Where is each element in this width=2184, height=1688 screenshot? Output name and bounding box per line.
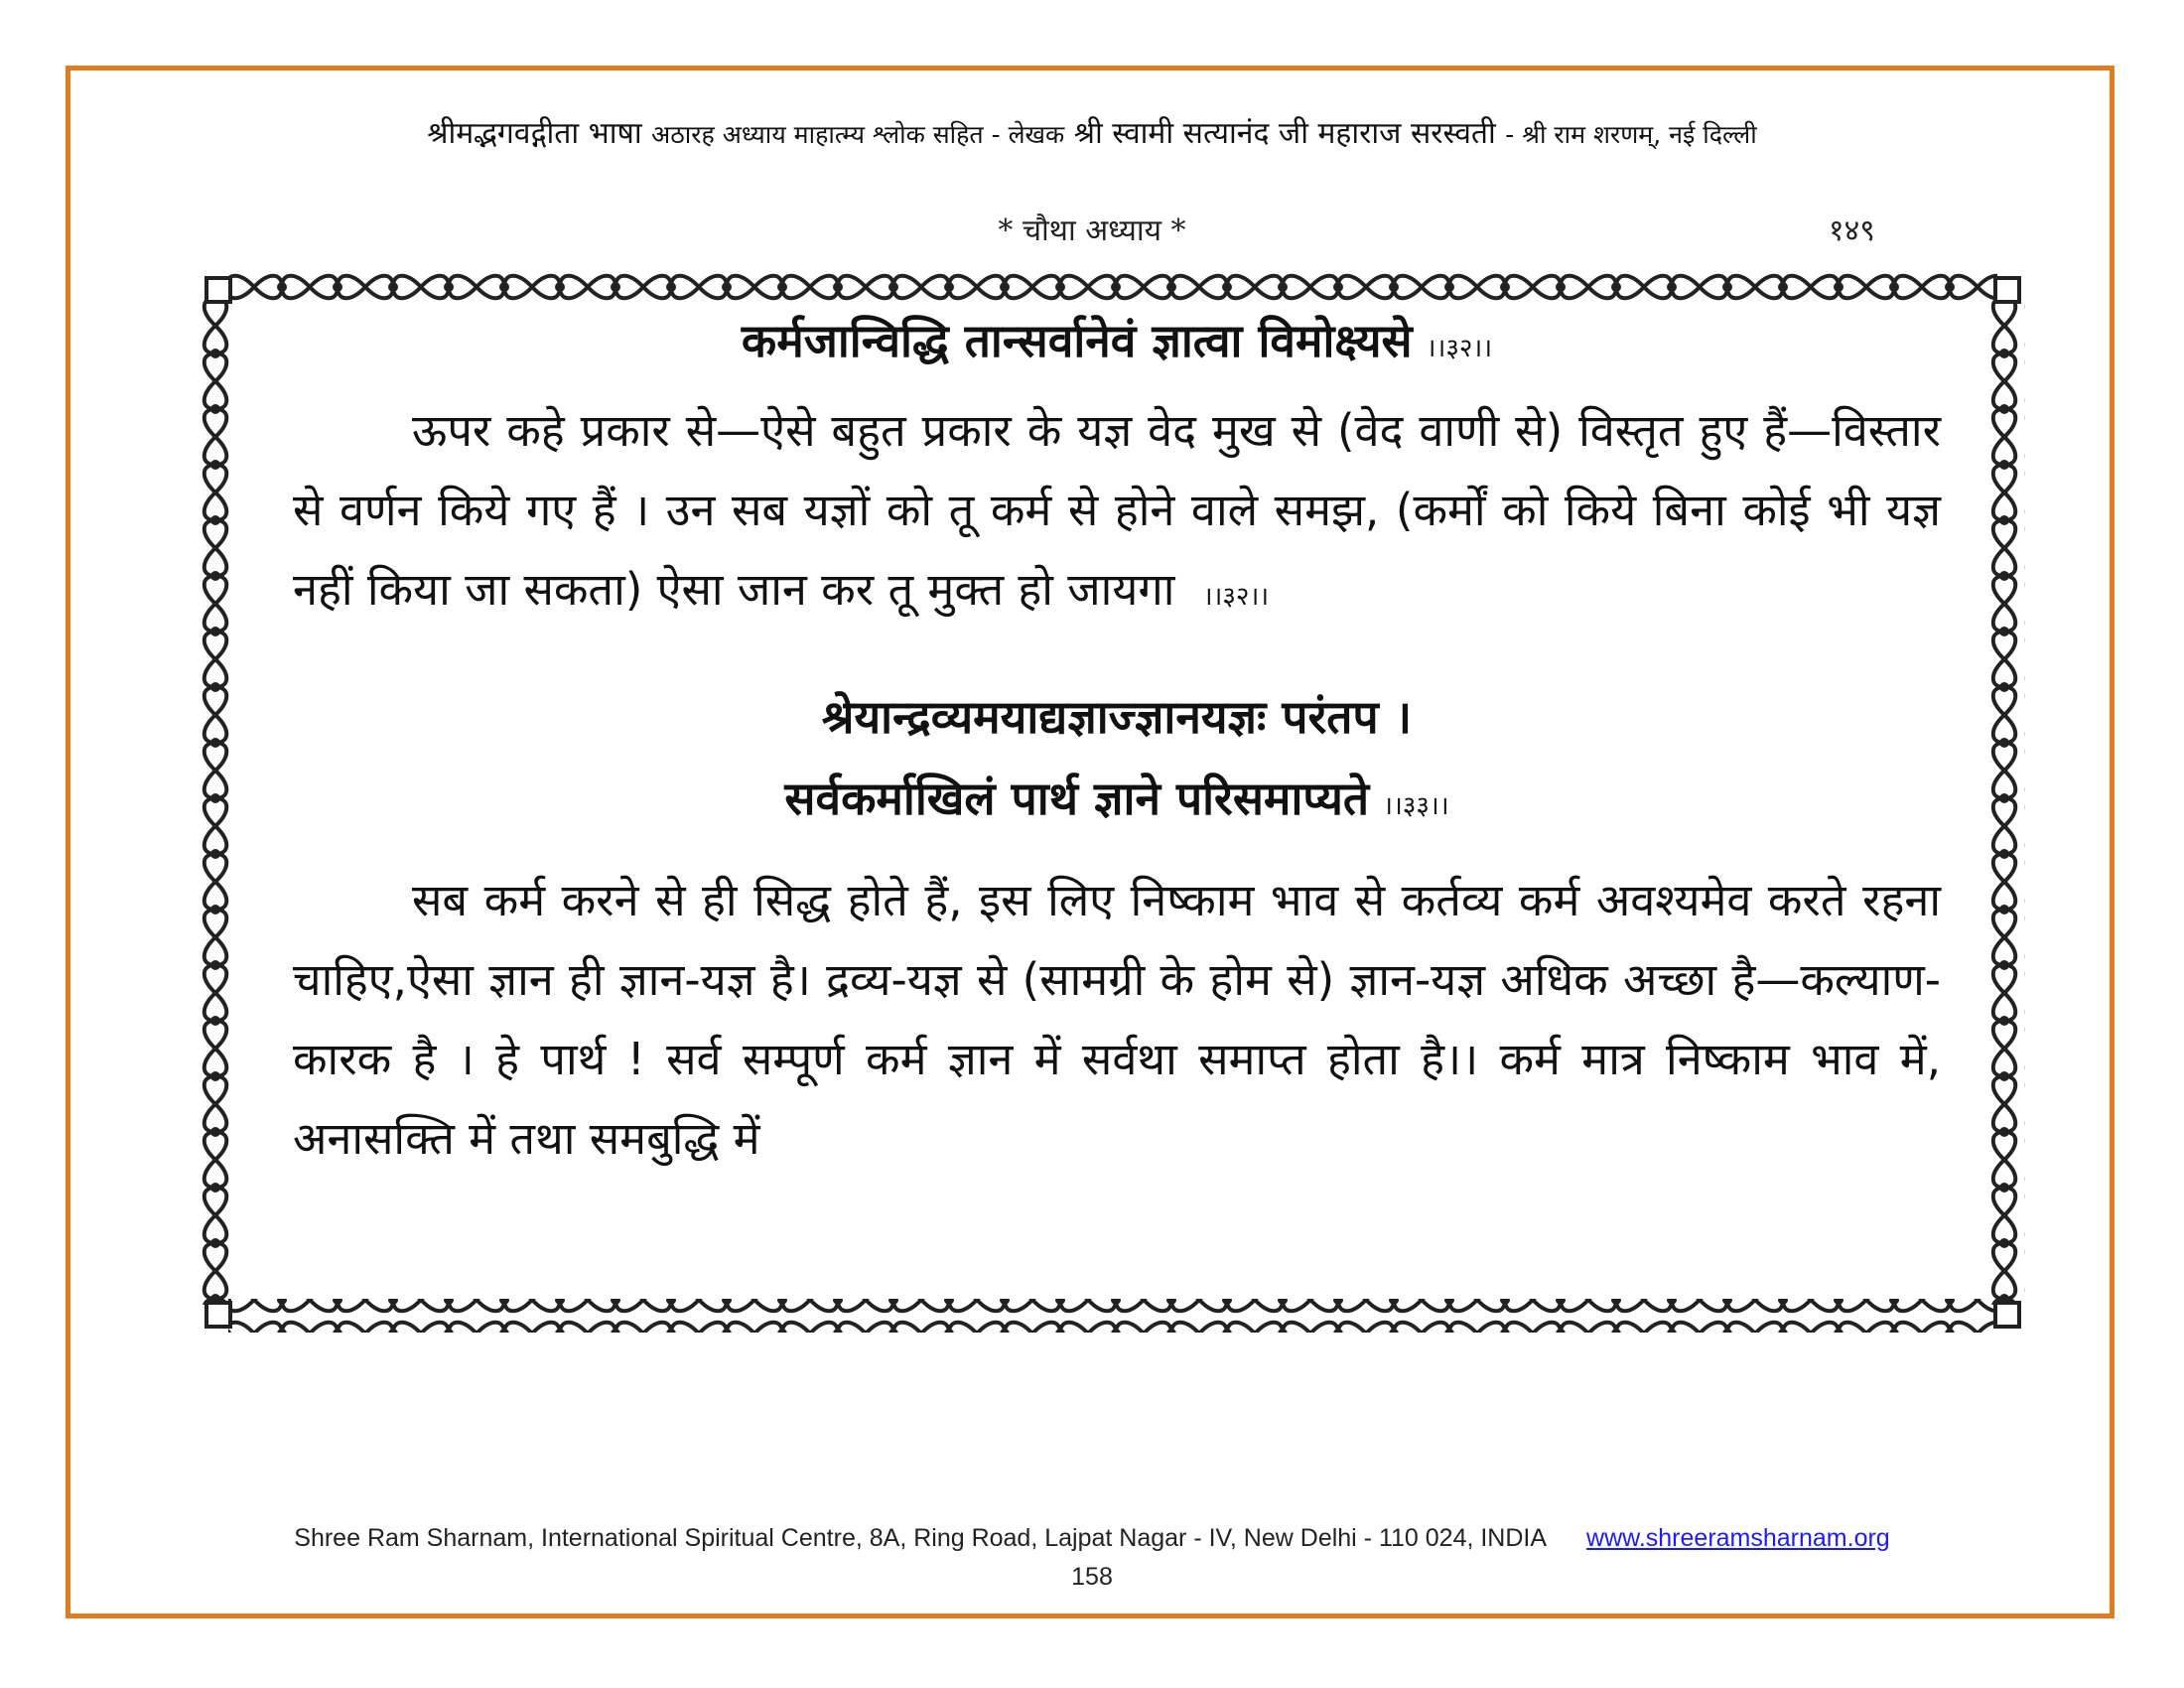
verse-32-line — [293, 312, 1941, 377]
header-subtitle: अठारह अध्याय माहात्म्य श्लोक सहित - लेखक — [651, 120, 1065, 149]
page-content — [293, 308, 1941, 1179]
verse-32-number: ।।३२।। — [1426, 334, 1493, 363]
commentary-32-number: ।।३२।। — [1202, 582, 1270, 612]
verse-33 — [293, 676, 1941, 847]
page-header — [119, 111, 2065, 152]
commentary-33: सब कर्म करने से ही सिद्ध होते हैं, इस लिए निष्काम भाव से कर्तव्य कर्म अवश्यमेव करते रहना चाहिए,ऐसा ज्ञान ही ज्ञान-यज्ञ है। द्रव्य-यज्ञ से (सामग्री के होम से) ज्ञान-यज्ञ अधिक अच्छा है—कल्याण-कारक है । हे पार्थ ! सर्व सम्पूर्ण कर्म ज्ञान में सर्वथा समाप्त होता है।। कर्म मात्र निष्काम भाव में, अनासक्ति में तथा समबुद्धि में — [293, 874, 1941, 1165]
commentary-32-text: ऊपर कहे प्रकार से—ऐसे बहुत प्रकार के यज्ञ वेद मुख से (वेद वाणी से) विस्तृत हुए हैं—विस्तार से वर्णन किये गए हैं । उन सब यज्ञों को तू कर्म से होने वाले समझ, (कर्मों को किये बिना कोई भी यज्ञ नहीं किया जा सकता) ऐसा जान कर तू मुक्त हो जायगा — [293, 404, 1941, 616]
chapter-title: * चौथा अध्याय * — [998, 213, 1186, 248]
header-publisher: - श्री राम शरणम्, नई दिल्ली — [1505, 120, 1757, 149]
footer — [0, 1524, 2184, 1553]
ornamental-frame — [199, 270, 2027, 1335]
verse-33-line-1: श्रेयान्द्रव्यमयाद्यज्ञाज्ज्ञानयज्ञः परंतप । — [821, 690, 1413, 744]
header-book-title: श्रीमद्भगवद्गीता भाषा — [427, 116, 642, 151]
footer-website-link[interactable]: www.shreeramsharnam.org — [1586, 1524, 1890, 1552]
verse-33-number: ।।३३।। — [1383, 791, 1449, 821]
book-page-number: १४९ — [1829, 213, 1875, 248]
pdf-page-number: 158 — [1071, 1563, 1113, 1591]
verse-33-text: सर्वकर्माखिलं पार्थ ज्ञाने परिसमाप्यते — [784, 772, 1370, 825]
footer-address: Shree Ram Sharnam, International Spiritual Centre, 8A, Ring Road, Lajpat Nagar - IV, New Delhi - 110 024, INDIA — [294, 1524, 1548, 1552]
verse-32-text: कर्मजान्विद्धि तान्सर्वानेवं ज्ञात्वा विमोक्ष्यसे — [741, 314, 1413, 367]
commentary-32 — [293, 391, 1941, 636]
header-author: श्री स्वामी सत्यानंद जी महाराज सरस्वती — [1073, 116, 1496, 151]
verse-33-line-2 — [293, 758, 1941, 847]
